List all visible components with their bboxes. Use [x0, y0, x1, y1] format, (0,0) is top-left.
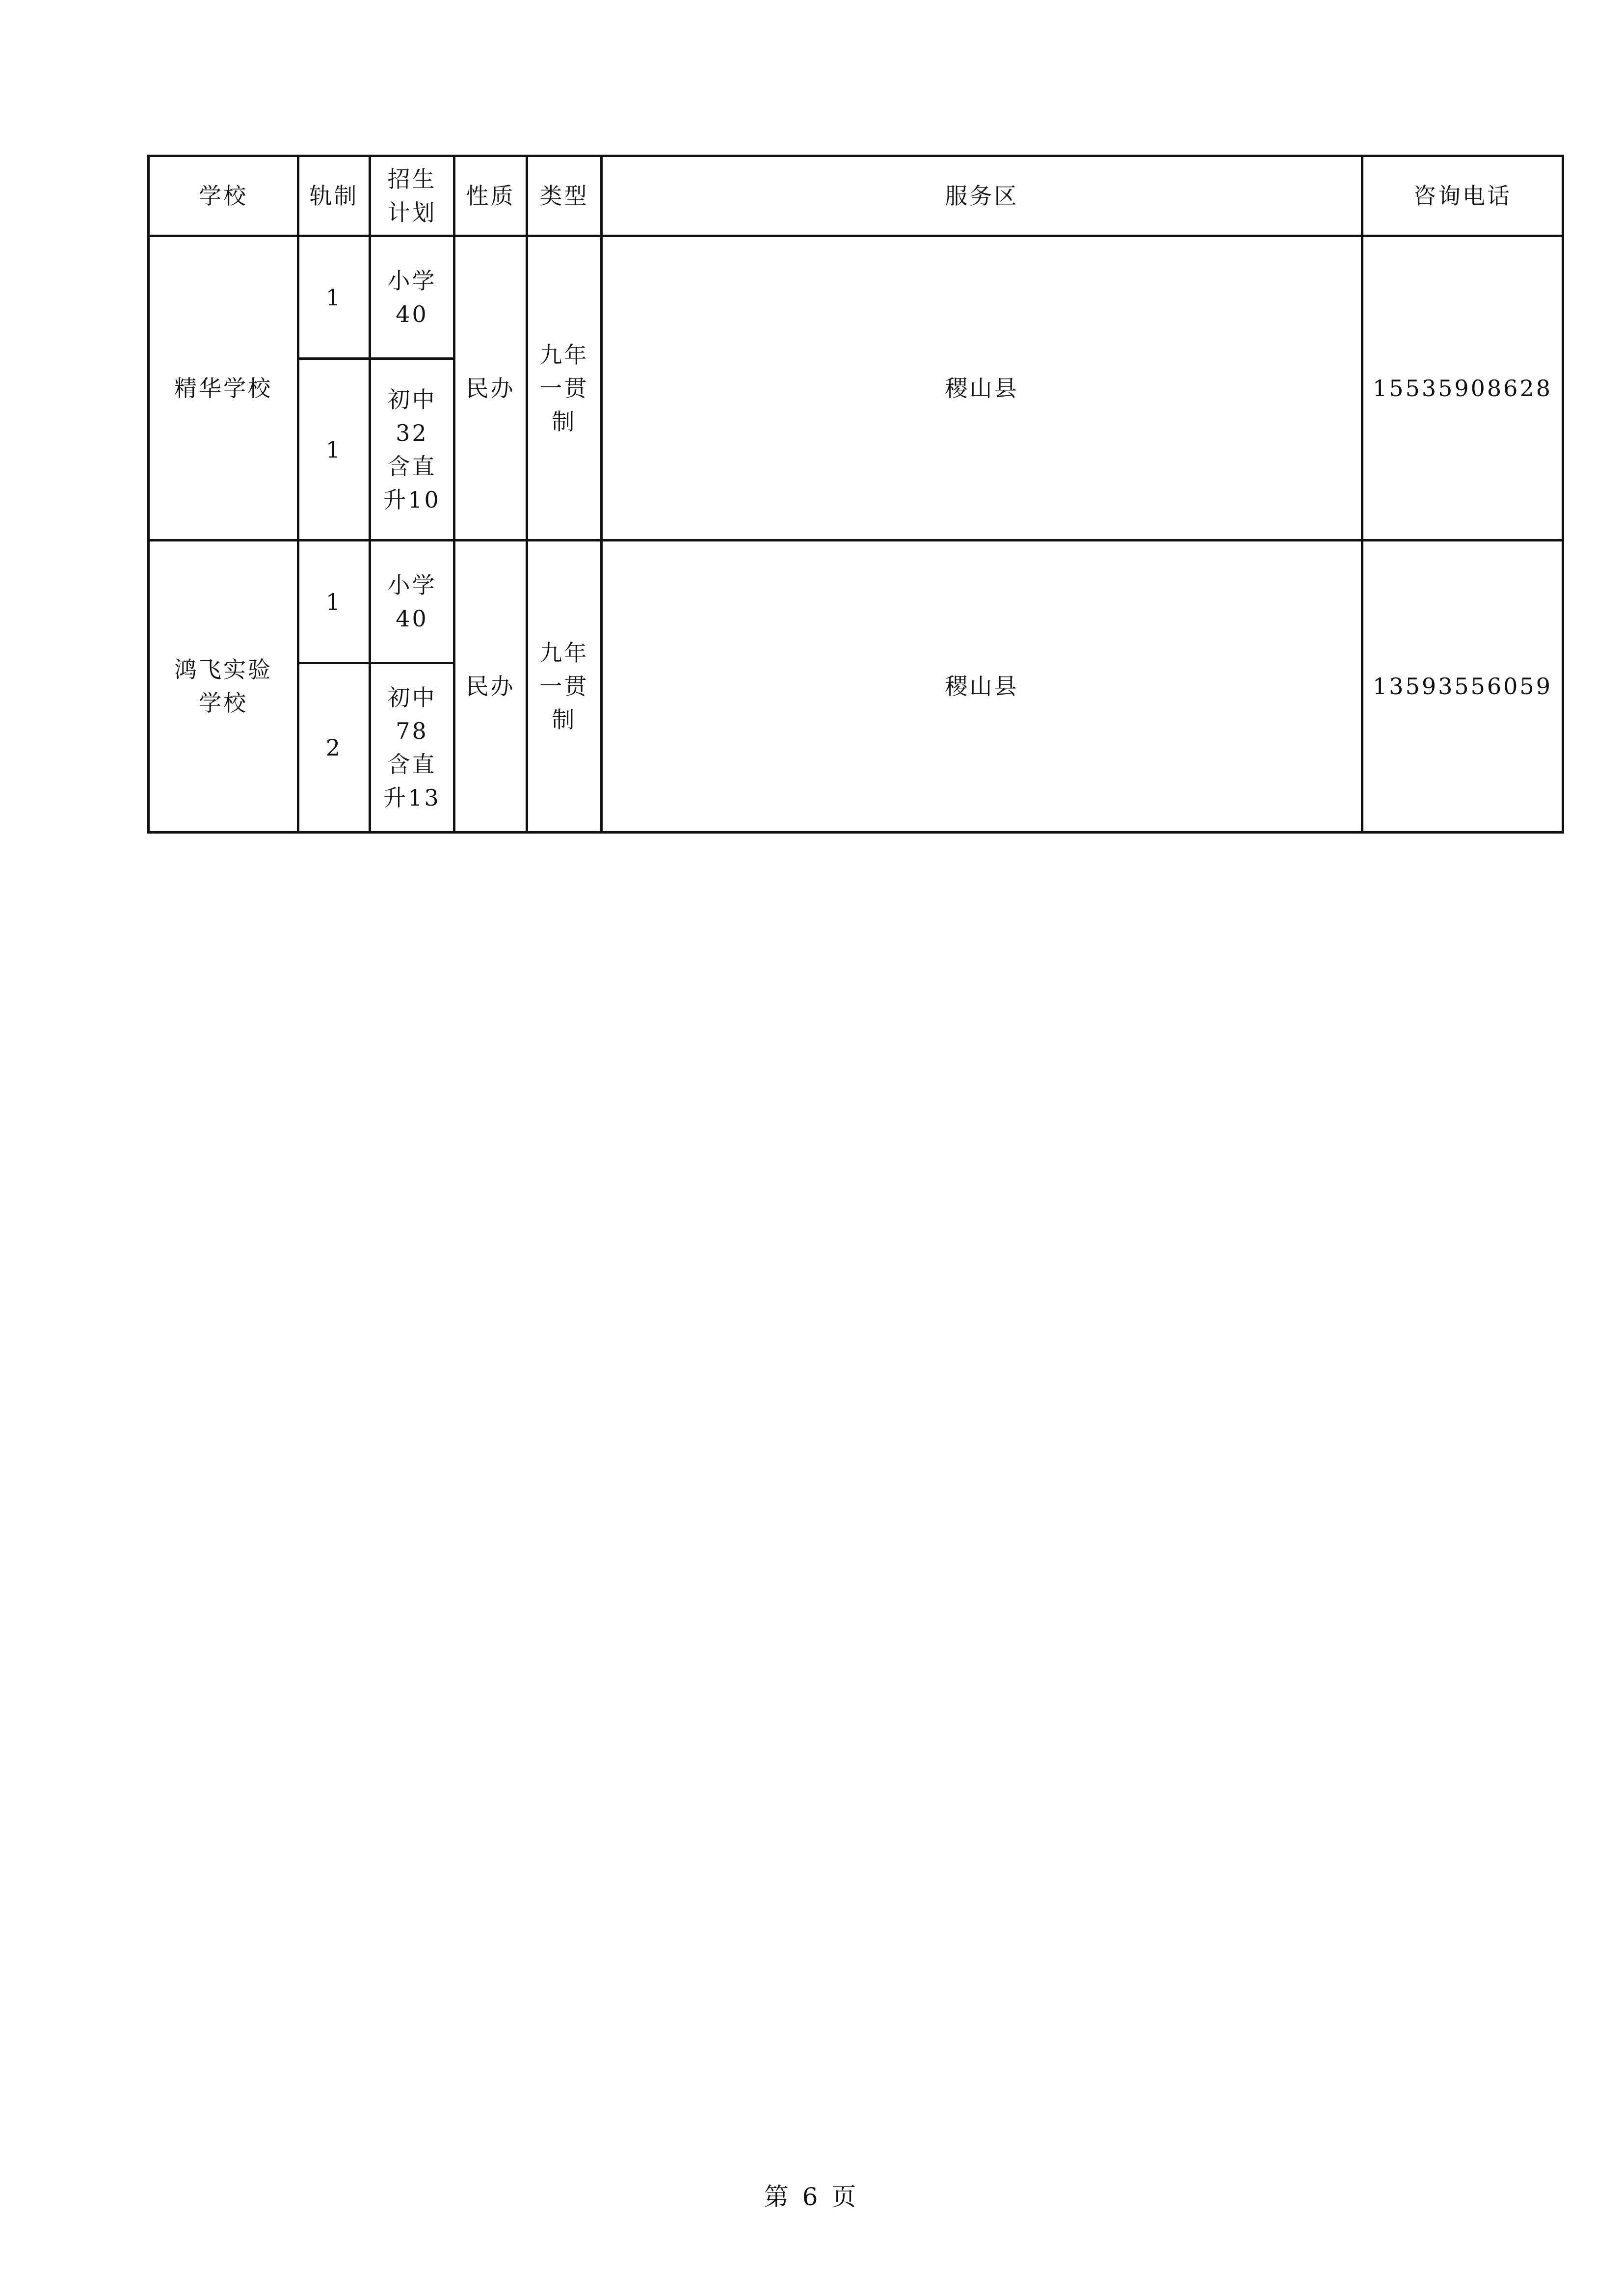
table-row	[149, 540, 1563, 663]
service-area-cell: 稷山县	[602, 540, 1362, 833]
phone-cell: 15535908628	[1362, 236, 1563, 540]
nature-cell: 民办	[454, 236, 527, 540]
plan-cell: 小学 40	[370, 236, 454, 359]
type-cell: 九年 一贯 制	[527, 540, 602, 833]
track-cell: 2	[298, 663, 370, 833]
plan-cell: 小学 40	[370, 540, 454, 663]
school-name: 精华学校	[149, 236, 298, 540]
school-name: 鸿飞实验 学校	[149, 540, 298, 833]
header-nature: 性质	[454, 156, 527, 236]
nature-cell: 民办	[454, 540, 527, 833]
plan-cell: 初中 78 含直 升13	[370, 663, 454, 833]
header-type: 类型	[527, 156, 602, 236]
table-row	[149, 236, 1563, 359]
header-plan: 招生 计划	[370, 156, 454, 236]
table-header-row	[149, 156, 1563, 236]
plan-cell: 初中 32 含直 升10	[370, 359, 454, 540]
header-phone: 咨询电话	[1362, 156, 1563, 236]
header-track: 轨制	[298, 156, 370, 236]
header-service-area: 服务区	[602, 156, 1362, 236]
phone-cell: 13593556059	[1362, 540, 1563, 833]
service-area-cell: 稷山县	[602, 236, 1362, 540]
type-cell: 九年 一贯 制	[527, 236, 602, 540]
track-cell: 1	[298, 359, 370, 540]
track-cell: 1	[298, 236, 370, 359]
header-school: 学校	[149, 156, 298, 236]
page-number: 第 6 页	[764, 2183, 859, 2211]
enrollment-table	[147, 155, 1564, 834]
track-cell: 1	[298, 540, 370, 663]
